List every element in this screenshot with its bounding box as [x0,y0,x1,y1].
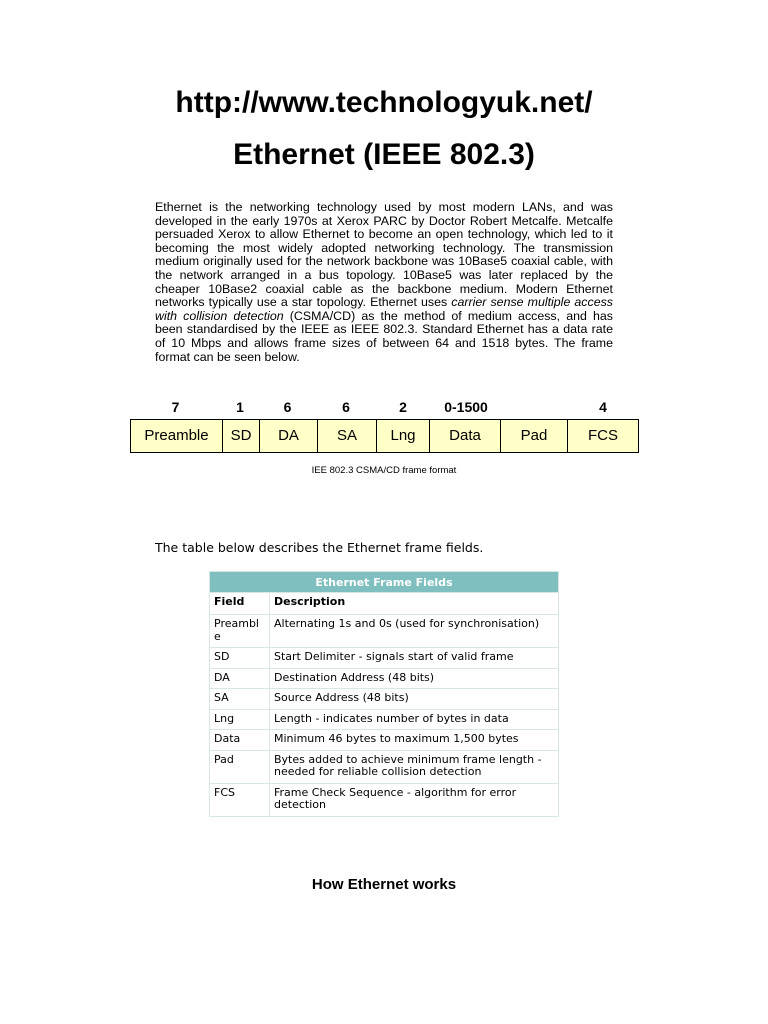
column-header-description: Description [270,593,559,615]
table-row [210,783,559,816]
field-cell: SD [210,648,270,669]
table-title: Ethernet Frame Fields [210,572,559,593]
description-cell: Minimum 46 bytes to maximum 1,500 bytes [270,730,559,751]
frame-caption: IEE 802.3 CSMA/CD frame format [311,465,457,476]
table-row [210,689,559,710]
description-cell: Start Delimiter - signals start of valid frame [270,648,559,669]
frame-field-preamble: Preamble [131,420,223,452]
description-cell: Destination Address (48 bits) [270,668,559,689]
frame-field-data: Data [430,420,501,452]
frame-size-label: 1 [236,399,244,415]
frame-size-label: 0-1500 [444,399,488,415]
frame-field-da: DA [260,420,318,452]
field-cell: DA [210,668,270,689]
table-row [210,668,559,689]
intro-paragraph [155,201,613,364]
frame-field-fcs: FCS [588,427,618,444]
field-cell: FCS [210,783,270,816]
table-intro-text: The table below describes the Ethernet frame fields. [155,540,484,555]
field-cell: Pad [210,750,270,783]
frame-field-pad: Pad [501,420,568,452]
frame-size-label: 6 [283,399,292,415]
frame-field-lng: Lng [377,420,430,452]
field-cell: Lng [210,709,270,730]
frame-size-labels [130,399,640,417]
intro-text-italic: carrier sense multiple access with collision detection [155,295,613,323]
frame-size-label: 4 [599,399,607,415]
field-cell: SA [210,689,270,710]
table-row [210,648,559,669]
description-cell: Source Address (48 bits) [270,689,559,710]
description-cell: Alternating 1s and 0s (used for synchronisation) [270,615,559,648]
field-cell: Preamble [210,615,270,648]
frame-field-sd: SD [223,420,260,452]
frame-field-sa: SA [318,420,377,452]
frame-size-label: 2 [399,399,407,415]
frame-format-diagram [130,419,639,453]
table-row [210,730,559,751]
frame-size-label: 6 [342,399,350,415]
table-row [210,615,559,648]
column-header-field: Field [210,593,270,615]
section-heading: How Ethernet works [311,876,457,893]
intro-text-part1: Ethernet is the networking technology used by most modern LANs, and was developed in the early 1970s at Xerox PARC by Doctor Robert Metcalfe. Metcalfe persuaded Xerox to allow Ethernet to become an open technology, which led to it becoming the most widely adopted networking technology. The transmission medium originally used for the network backbone was 10Base5 coaxial cable, with the network arranged in a bus topology. 10Base5 was later replaced by the cheaper 10Base2 coaxial cable as the backbone medium. Modern Ethernet networks typically use a star topology. Ethernet uses [155,200,613,310]
table-row [210,750,559,783]
description-cell: Bytes added to achieve minimum frame length - needed for reliable collision detection [270,750,559,783]
frame-fields-table [209,571,559,817]
field-cell: Data [210,730,270,751]
description-cell: Length - indicates number of bytes in data [270,709,559,730]
description-cell: Frame Check Sequence - algorithm for error detection [270,783,559,816]
site-url-title: http://www.technologyuk.net/ [175,86,593,119]
frame-size-label: 7 [171,399,180,415]
table-row [210,709,559,730]
page-title: Ethernet (IEEE 802.3) [233,138,535,171]
intro-text-part2: (CSMA/CD) as the method of medium access, and has been standardised by the IEEE as IEEE 802.3. Standard Ethernet has a data rate of 10 Mbps and allows frame sizes of between 64 and 1518 bytes. The frame format can be seen below. [155,308,613,364]
